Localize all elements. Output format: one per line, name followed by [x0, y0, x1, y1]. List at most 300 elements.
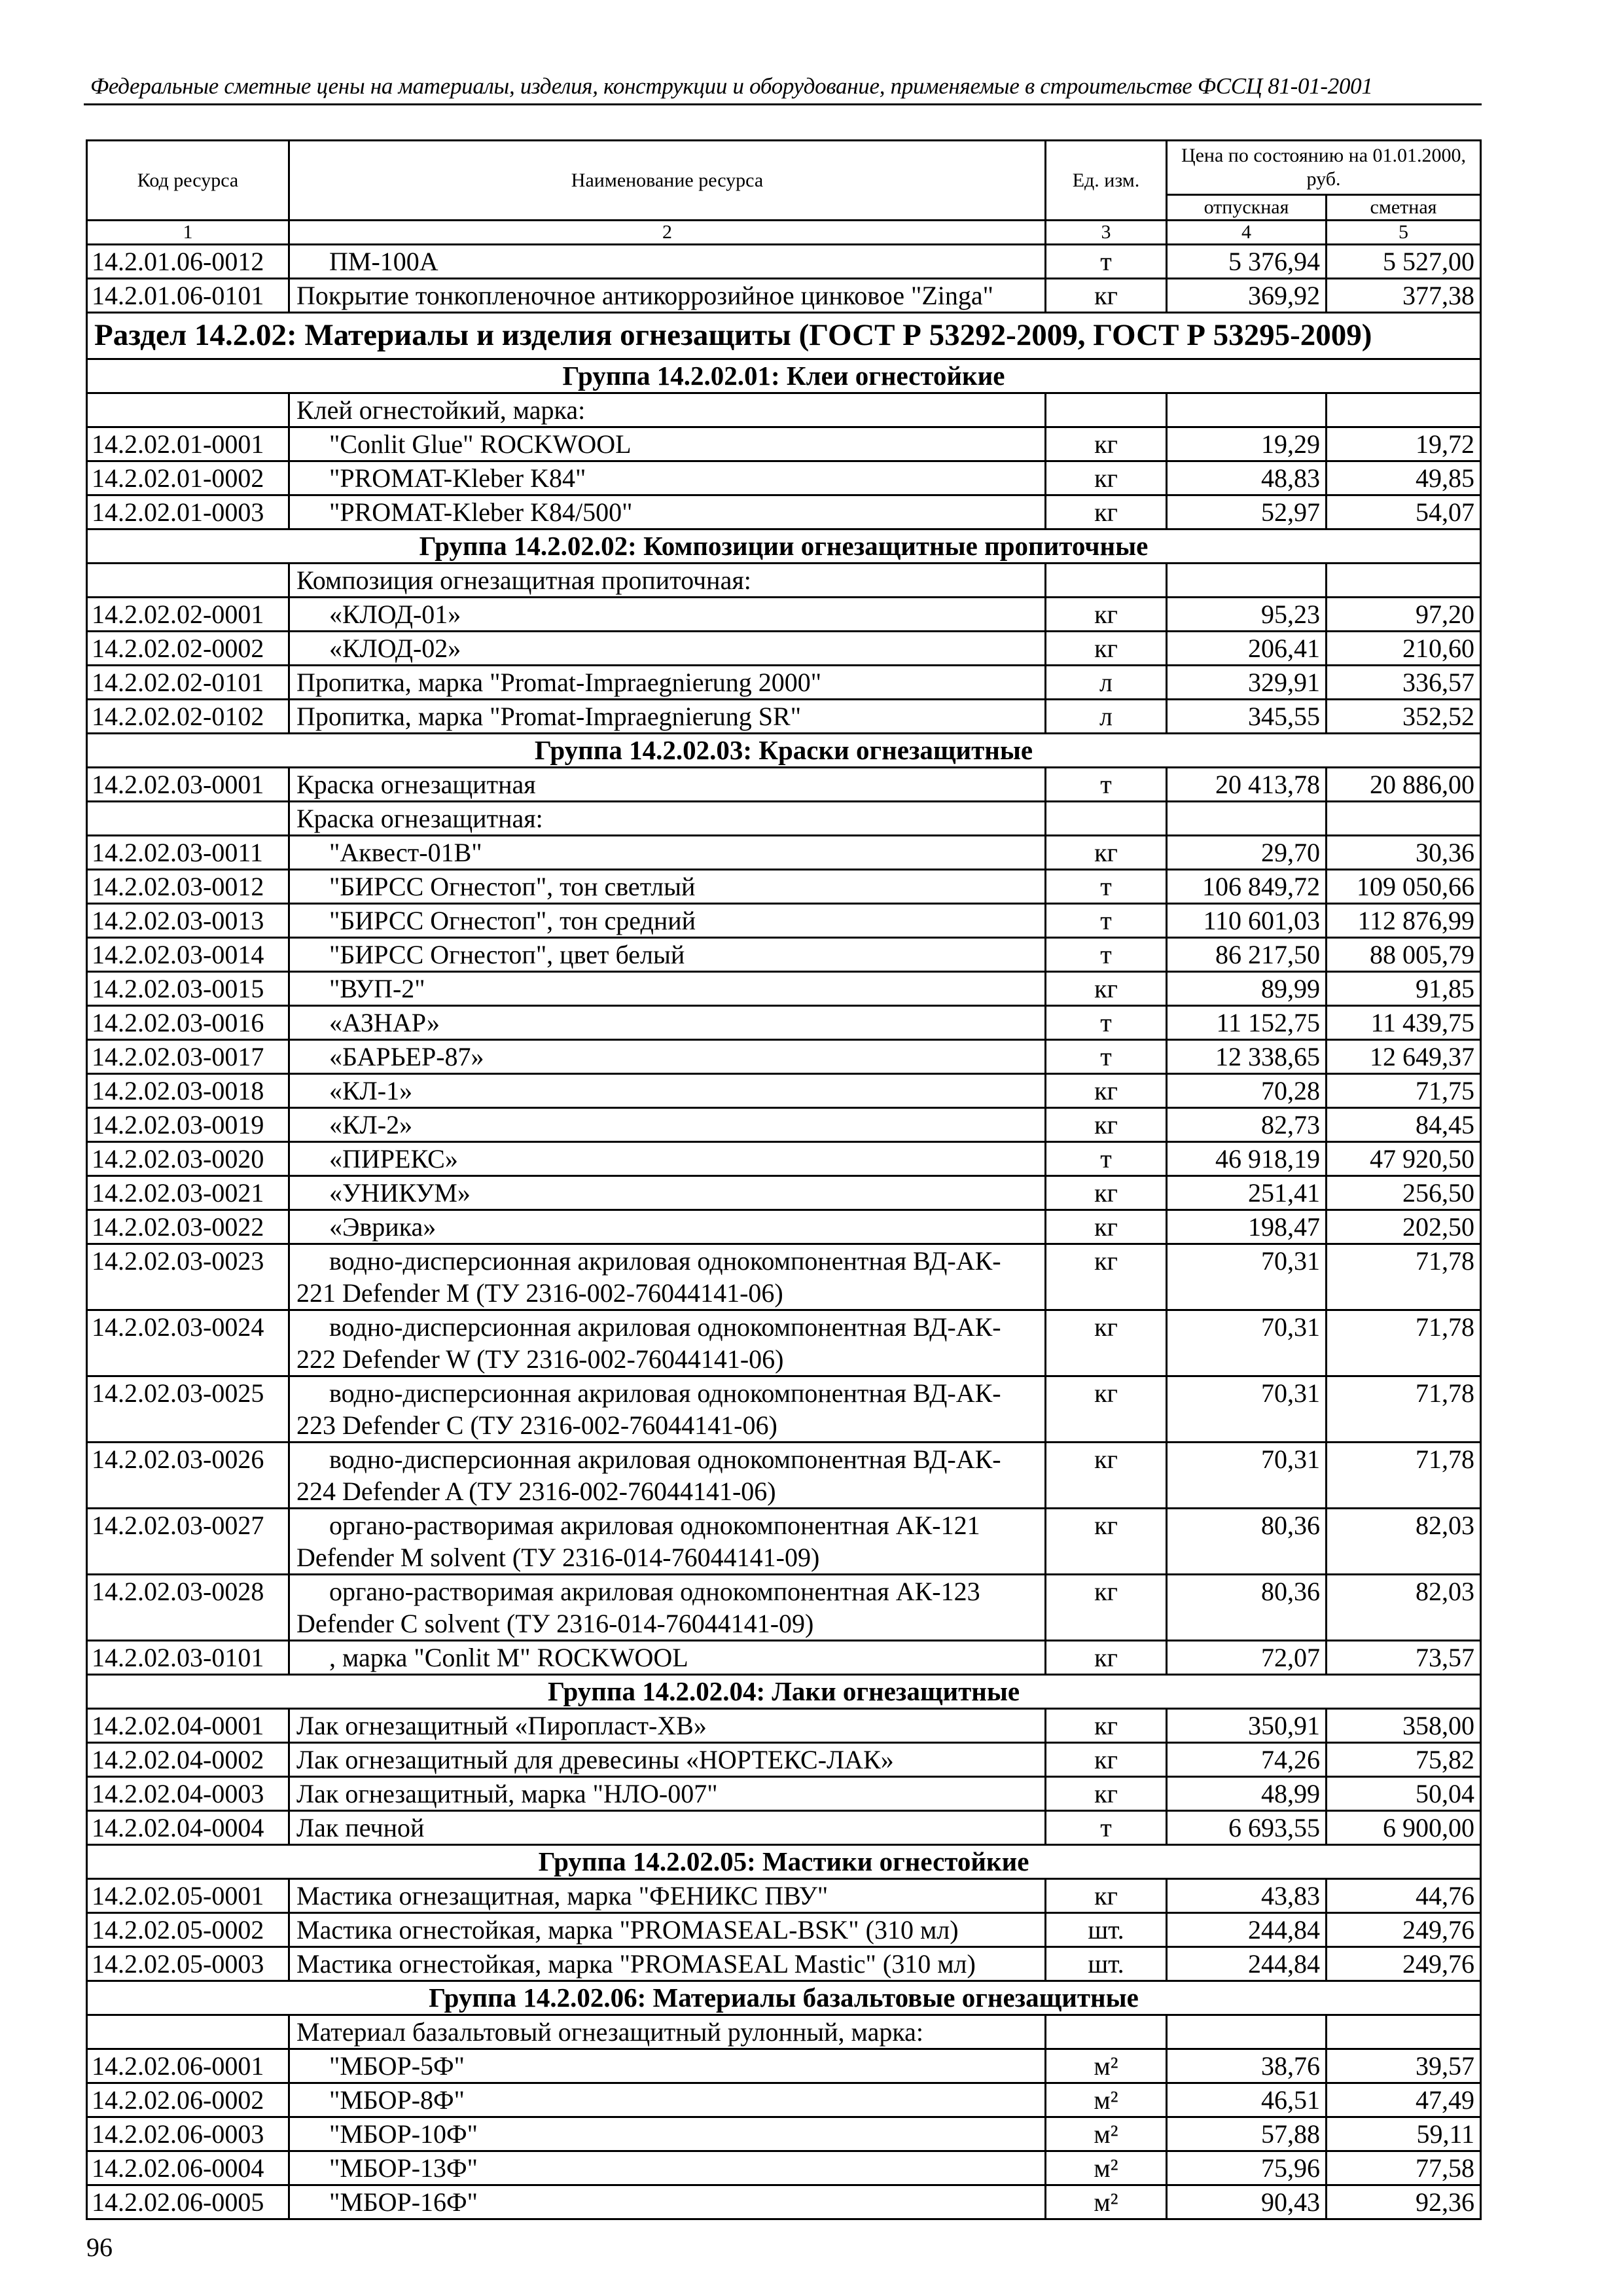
- unit: т: [1046, 1006, 1167, 1040]
- resource-code: 14.2.02.06-0002: [87, 2083, 289, 2117]
- table-row: [87, 1743, 1481, 1777]
- unit: м²: [1046, 2083, 1167, 2117]
- header-rule: [84, 103, 1482, 105]
- price-release: 350,91: [1167, 1709, 1327, 1743]
- unit: кг: [1046, 1777, 1167, 1811]
- resource-name: «КЛОД-02»: [289, 632, 1046, 666]
- table-row: [87, 836, 1481, 870]
- resource-code: 14.2.02.02-0002: [87, 632, 289, 666]
- unit: шт.: [1046, 1947, 1167, 1981]
- unit: кг: [1046, 1108, 1167, 1142]
- resource-name: органо-растворимая акриловая однокомпонентная АК-123 Defender C solvent (ТУ 2316-014-76044141-09): [289, 1575, 1046, 1641]
- price-estimate: 30,36: [1327, 836, 1481, 870]
- resource-name: водно-дисперсионная акриловая однокомпонентная ВД-АК- 221 Defender M (ТУ 2316-002-76044141-06): [289, 1244, 1046, 1310]
- section-row: [87, 313, 1481, 359]
- resource-code: 14.2.02.06-0003: [87, 2117, 289, 2151]
- price-cell: [1167, 564, 1327, 598]
- table-row: [87, 427, 1481, 461]
- price-estimate: 5 527,00: [1327, 245, 1481, 279]
- resource-name: органо-растворимая акриловая однокомпонентная АК-121 Defender M solvent (ТУ 2316-014-76044141-09): [289, 1509, 1046, 1575]
- price-release: 369,92: [1167, 279, 1327, 313]
- price-estimate: 20 886,00: [1327, 768, 1481, 802]
- unit: л: [1046, 666, 1167, 700]
- table-row: [87, 938, 1481, 972]
- header-price-group: Цена по состоянию на 01.01.2000, руб.: [1167, 141, 1481, 195]
- table-row: [87, 666, 1481, 700]
- price-release: 251,41: [1167, 1176, 1327, 1210]
- table-row: [87, 2083, 1481, 2117]
- resource-code: 14.2.02.06-0001: [87, 2049, 289, 2083]
- price-release: 329,91: [1167, 666, 1327, 700]
- resource-name: водно-дисперсионная акриловая однокомпонентная ВД-АК- 224 Defender A (ТУ 2316-002-76044141-06): [289, 1443, 1046, 1509]
- resource-name: "БИРСС Огнестоп", цвет белый: [289, 938, 1046, 972]
- resource-name: «ПИРЕКС»: [289, 1142, 1046, 1176]
- unit: т: [1046, 245, 1167, 279]
- price-release: 6 693,55: [1167, 1811, 1327, 1845]
- price-estimate: 352,52: [1327, 700, 1481, 734]
- resource-code: 14.2.02.02-0001: [87, 598, 289, 632]
- price-estimate: 336,57: [1327, 666, 1481, 700]
- price-estimate: 71,78: [1327, 1244, 1481, 1310]
- subheading-text: Клей огнестойкий, марка:: [289, 393, 1046, 427]
- unit: кг: [1046, 1210, 1167, 1244]
- group-title: Группа 14.2.02.01: Клеи огнестойкие: [87, 359, 1481, 393]
- price-release: 206,41: [1167, 632, 1327, 666]
- unit: кг: [1046, 1641, 1167, 1675]
- table-row: [87, 870, 1481, 904]
- unit: кг: [1046, 598, 1167, 632]
- resource-code: 14.2.02.03-0012: [87, 870, 289, 904]
- resource-name: "МБОР-5Ф": [289, 2049, 1046, 2083]
- resource-name: "PROMAT-Kleber K84": [289, 461, 1046, 495]
- header-price-estimate: сметная: [1327, 195, 1481, 221]
- price-estimate: 39,57: [1327, 2049, 1481, 2083]
- resource-name: Лак печной: [289, 1811, 1046, 1845]
- unit: т: [1046, 904, 1167, 938]
- price-estimate: 59,11: [1327, 2117, 1481, 2151]
- table-row: [87, 1006, 1481, 1040]
- table-header: [87, 141, 1481, 245]
- resource-code: 14.2.02.05-0001: [87, 1879, 289, 1913]
- table-row: [87, 700, 1481, 734]
- table-row: [87, 1074, 1481, 1108]
- code-cell: [87, 802, 289, 836]
- resource-code: 14.2.02.06-0004: [87, 2151, 289, 2185]
- unit-cell: [1046, 2015, 1167, 2049]
- table-row: [87, 1709, 1481, 1743]
- unit: т: [1046, 1811, 1167, 1845]
- price-release: 244,84: [1167, 1947, 1327, 1981]
- price-release: 86 217,50: [1167, 938, 1327, 972]
- code-cell: [87, 2015, 289, 2049]
- price-release: 20 413,78: [1167, 768, 1327, 802]
- price-estimate: 202,50: [1327, 1210, 1481, 1244]
- resource-name: Мастика огнезащитная, марка "ФЕНИКС ПВУ": [289, 1879, 1046, 1913]
- unit: кг: [1046, 1074, 1167, 1108]
- price-estimate: 82,03: [1327, 1575, 1481, 1641]
- price-release: 57,88: [1167, 2117, 1327, 2151]
- unit: кг: [1046, 1244, 1167, 1310]
- price-estimate: 97,20: [1327, 598, 1481, 632]
- resource-name: ПМ-100А: [289, 245, 1046, 279]
- resource-name: "МБОР-13Ф": [289, 2151, 1046, 2185]
- unit: кг: [1046, 1509, 1167, 1575]
- unit: л: [1046, 700, 1167, 734]
- subheading-row: [87, 564, 1481, 598]
- price-estimate: 71,75: [1327, 1074, 1481, 1108]
- table-row: [87, 1509, 1481, 1575]
- resource-name: "МБОР-10Ф": [289, 2117, 1046, 2151]
- resource-code: 14.2.02.03-0018: [87, 1074, 289, 1108]
- price-estimate: 91,85: [1327, 972, 1481, 1006]
- price-release: 70,31: [1167, 1244, 1327, 1310]
- table-row: [87, 1142, 1481, 1176]
- price-estimate: 47,49: [1327, 2083, 1481, 2117]
- subheading-text: Композиция огнезащитная пропиточная:: [289, 564, 1046, 598]
- resource-code: 14.2.02.03-0001: [87, 768, 289, 802]
- resource-code: 14.2.02.04-0002: [87, 1743, 289, 1777]
- resource-name: Мастика огнестойкая, марка "PROMASEAL-BSK" (310 мл): [289, 1913, 1046, 1947]
- price-estimate: 11 439,75: [1327, 1006, 1481, 1040]
- unit: кг: [1046, 1310, 1167, 1376]
- unit: кг: [1046, 836, 1167, 870]
- table-row: [87, 245, 1481, 279]
- table-row: [87, 768, 1481, 802]
- price-release: 75,96: [1167, 2151, 1327, 2185]
- resource-code: 14.2.02.03-0021: [87, 1176, 289, 1210]
- unit: т: [1046, 870, 1167, 904]
- price-release: 198,47: [1167, 1210, 1327, 1244]
- unit: кг: [1046, 461, 1167, 495]
- resource-name: "Аквест-01В": [289, 836, 1046, 870]
- price-estimate: 77,58: [1327, 2151, 1481, 2185]
- resource-code: 14.2.02.02-0101: [87, 666, 289, 700]
- col-number: 2: [289, 221, 1046, 245]
- price-release: 82,73: [1167, 1108, 1327, 1142]
- price-release: 46,51: [1167, 2083, 1327, 2117]
- price-release: 72,07: [1167, 1641, 1327, 1675]
- price-release: 89,99: [1167, 972, 1327, 1006]
- price-release: 80,36: [1167, 1575, 1327, 1641]
- resource-code: 14.2.02.03-0027: [87, 1509, 289, 1575]
- unit-cell: [1046, 564, 1167, 598]
- resource-code: 14.2.02.03-0022: [87, 1210, 289, 1244]
- unit: кг: [1046, 1575, 1167, 1641]
- table-row: [87, 632, 1481, 666]
- subheading-text: Материал базальтовый огнезащитный рулонный, марка:: [289, 2015, 1046, 2049]
- group-title: Группа 14.2.02.03: Краски огнезащитные: [87, 734, 1481, 768]
- group-title: Группа 14.2.02.02: Композиции огнезащитные пропиточные: [87, 529, 1481, 564]
- resource-name: "МБОР-8Ф": [289, 2083, 1046, 2117]
- unit: м²: [1046, 2117, 1167, 2151]
- resource-code: 14.2.02.03-0020: [87, 1142, 289, 1176]
- resource-name: Лак огнезащитный для древесины «НОРТЕКС-ЛАК»: [289, 1743, 1046, 1777]
- resource-name: Пропитка, марка "Promat-Impraegnierung 2000": [289, 666, 1046, 700]
- table-row: [87, 1641, 1481, 1675]
- resource-code: 14.2.02.03-0014: [87, 938, 289, 972]
- resource-name: водно-дисперсионная акриловая однокомпонентная ВД-АК- 223 Defender C (ТУ 2316-002-76044141-06): [289, 1376, 1046, 1443]
- resource-code: 14.2.02.05-0003: [87, 1947, 289, 1981]
- price-release: 70,31: [1167, 1376, 1327, 1443]
- header-unit: Ед. изм.: [1046, 141, 1167, 221]
- resource-name: Покрытие тонкопленочное антикоррозийное цинковое "Zinga": [289, 279, 1046, 313]
- unit: кг: [1046, 1743, 1167, 1777]
- unit: кг: [1046, 1443, 1167, 1509]
- price-release: 74,26: [1167, 1743, 1327, 1777]
- resource-name: Краска огнезащитная: [289, 768, 1046, 802]
- price-release: 106 849,72: [1167, 870, 1327, 904]
- group-row: [87, 529, 1481, 564]
- subheading-row: [87, 802, 1481, 836]
- resource-name: Пропитка, марка "Promat-Impraegnierung SR": [289, 700, 1046, 734]
- table-row: [87, 1811, 1481, 1845]
- unit: т: [1046, 938, 1167, 972]
- price-release: 110 601,03: [1167, 904, 1327, 938]
- table-row: [87, 1040, 1481, 1074]
- group-row: [87, 1675, 1481, 1709]
- price-release: 80,36: [1167, 1509, 1327, 1575]
- price-estimate: 44,76: [1327, 1879, 1481, 1913]
- group-title: Группа 14.2.02.06: Материалы базальтовые огнезащитные: [87, 1981, 1481, 2015]
- price-release: 70,31: [1167, 1310, 1327, 1376]
- price-estimate: 109 050,66: [1327, 870, 1481, 904]
- header-code: Код ресурса: [87, 141, 289, 221]
- col-number: 5: [1327, 221, 1481, 245]
- resource-code: 14.2.02.05-0002: [87, 1913, 289, 1947]
- price-estimate: 84,45: [1327, 1108, 1481, 1142]
- unit: м²: [1046, 2049, 1167, 2083]
- price-estimate: 49,85: [1327, 461, 1481, 495]
- resource-code: 14.2.02.04-0004: [87, 1811, 289, 1845]
- table-row: [87, 461, 1481, 495]
- table-row: [87, 2151, 1481, 2185]
- unit: кг: [1046, 1376, 1167, 1443]
- table-row: [87, 1210, 1481, 1244]
- price-estimate: 112 876,99: [1327, 904, 1481, 938]
- subheading-row: [87, 2015, 1481, 2049]
- col-number: 3: [1046, 221, 1167, 245]
- price-release: 11 152,75: [1167, 1006, 1327, 1040]
- resource-name: «КЛ-1»: [289, 1074, 1046, 1108]
- price-estimate: 12 649,37: [1327, 1040, 1481, 1074]
- price-release: 52,97: [1167, 495, 1327, 529]
- price-release: 43,83: [1167, 1879, 1327, 1913]
- group-row: [87, 734, 1481, 768]
- resource-code: 14.2.01.06-0012: [87, 245, 289, 279]
- resource-code: 14.2.02.03-0019: [87, 1108, 289, 1142]
- table-row: [87, 1176, 1481, 1210]
- subheading-text: Краска огнезащитная:: [289, 802, 1046, 836]
- group-row: [87, 1981, 1481, 2015]
- price-table: [86, 139, 1482, 2220]
- code-cell: [87, 393, 289, 427]
- table-row: [87, 1913, 1481, 1947]
- unit: шт.: [1046, 1913, 1167, 1947]
- unit: кг: [1046, 1176, 1167, 1210]
- table-body: [87, 245, 1481, 2219]
- price-cell: [1167, 2015, 1327, 2049]
- unit: кг: [1046, 1709, 1167, 1743]
- table-row: [87, 495, 1481, 529]
- price-estimate: 71,78: [1327, 1376, 1481, 1443]
- resource-code: 14.2.02.03-0016: [87, 1006, 289, 1040]
- price-estimate: 256,50: [1327, 1176, 1481, 1210]
- resource-name: "PROMAT-Kleber K84/500": [289, 495, 1046, 529]
- resource-code: 14.2.02.03-0028: [87, 1575, 289, 1641]
- table-row: [87, 1879, 1481, 1913]
- resource-name: "БИРСС Огнестоп", тон средний: [289, 904, 1046, 938]
- price-cell: [1327, 564, 1481, 598]
- price-release: 19,29: [1167, 427, 1327, 461]
- resource-name: Мастика огнестойкая, марка "PROMASEAL Mastic" (310 мл): [289, 1947, 1046, 1981]
- resource-code: 14.2.02.03-0023: [87, 1244, 289, 1310]
- unit: кг: [1046, 427, 1167, 461]
- resource-code: 14.2.02.03-0013: [87, 904, 289, 938]
- unit: кг: [1046, 495, 1167, 529]
- resource-code: 14.2.01.06-0101: [87, 279, 289, 313]
- resource-name: Лак огнезащитный «Пиропласт-ХВ»: [289, 1709, 1046, 1743]
- price-estimate: 54,07: [1327, 495, 1481, 529]
- table-row: [87, 1310, 1481, 1376]
- unit-cell: [1046, 802, 1167, 836]
- resource-code: 14.2.02.03-0025: [87, 1376, 289, 1443]
- unit: кг: [1046, 1879, 1167, 1913]
- section-title: Раздел 14.2.02: Материалы и изделия огнезащиты (ГОСТ Р 53292-2009, ГОСТ Р 53295-2009): [87, 313, 1481, 359]
- table-row: [87, 1777, 1481, 1811]
- resource-name: Лак огнезащитный, марка "НЛО-007": [289, 1777, 1046, 1811]
- table-row: [87, 2117, 1481, 2151]
- resource-code: 14.2.02.03-0017: [87, 1040, 289, 1074]
- header-name: Наименование ресурса: [289, 141, 1046, 221]
- unit-cell: [1046, 393, 1167, 427]
- price-release: 48,99: [1167, 1777, 1327, 1811]
- price-release: 90,43: [1167, 2185, 1327, 2219]
- price-cell: [1327, 802, 1481, 836]
- table-row: [87, 2185, 1481, 2219]
- resource-code: 14.2.02.03-0101: [87, 1641, 289, 1675]
- resource-name: водно-дисперсионная акриловая однокомпонентная ВД-АК- 222 Defender W (ТУ 2316-002-76044141-06): [289, 1310, 1046, 1376]
- price-release: 48,83: [1167, 461, 1327, 495]
- price-estimate: 6 900,00: [1327, 1811, 1481, 1845]
- price-estimate: 249,76: [1327, 1913, 1481, 1947]
- price-release: 29,70: [1167, 836, 1327, 870]
- running-head: Федеральные сметные цены на материалы, изделия, конструкции и оборудование, применяемые в строительстве ФССЦ 81-01-2001: [90, 73, 1373, 99]
- price-release: 46 918,19: [1167, 1142, 1327, 1176]
- price-estimate: 19,72: [1327, 427, 1481, 461]
- table-row: [87, 2049, 1481, 2083]
- resource-name: «УНИКУМ»: [289, 1176, 1046, 1210]
- table-row: [87, 972, 1481, 1006]
- price-estimate: 50,04: [1327, 1777, 1481, 1811]
- resource-name: «БАРЬЕР-87»: [289, 1040, 1046, 1074]
- price-cell: [1167, 802, 1327, 836]
- resource-code: 14.2.02.01-0001: [87, 427, 289, 461]
- table-row: [87, 1376, 1481, 1443]
- price-estimate: 92,36: [1327, 2185, 1481, 2219]
- resource-code: 14.2.02.04-0001: [87, 1709, 289, 1743]
- header-price-release: отпускная: [1167, 195, 1327, 221]
- table-row: [87, 904, 1481, 938]
- unit: м²: [1046, 2185, 1167, 2219]
- price-cell: [1167, 393, 1327, 427]
- table-row: [87, 279, 1481, 313]
- group-row: [87, 359, 1481, 393]
- unit: кг: [1046, 972, 1167, 1006]
- resource-name: "БИРСС Огнестоп", тон светлый: [289, 870, 1046, 904]
- unit: м²: [1046, 2151, 1167, 2185]
- unit: кг: [1046, 279, 1167, 313]
- price-release: 244,84: [1167, 1913, 1327, 1947]
- resource-name: «КЛ-2»: [289, 1108, 1046, 1142]
- group-title: Группа 14.2.02.04: Лаки огнезащитные: [87, 1675, 1481, 1709]
- price-release: 38,76: [1167, 2049, 1327, 2083]
- resource-code: 14.2.02.04-0003: [87, 1777, 289, 1811]
- price-release: 345,55: [1167, 700, 1327, 734]
- price-release: 12 338,65: [1167, 1040, 1327, 1074]
- table-row: [87, 1108, 1481, 1142]
- table-row: [87, 1947, 1481, 1981]
- table-row: [87, 1575, 1481, 1641]
- price-release: 95,23: [1167, 598, 1327, 632]
- unit: т: [1046, 1040, 1167, 1074]
- price-estimate: 71,78: [1327, 1310, 1481, 1376]
- price-release: 5 376,94: [1167, 245, 1327, 279]
- resource-code: 14.2.02.01-0003: [87, 495, 289, 529]
- resource-code: 14.2.02.03-0026: [87, 1443, 289, 1509]
- resource-code: 14.2.02.01-0002: [87, 461, 289, 495]
- price-cell: [1327, 2015, 1481, 2049]
- resource-code: 14.2.02.03-0015: [87, 972, 289, 1006]
- col-number: 4: [1167, 221, 1327, 245]
- price-cell: [1327, 393, 1481, 427]
- resource-name: «АЗНАР»: [289, 1006, 1046, 1040]
- table-row: [87, 1244, 1481, 1310]
- col-number: 1: [87, 221, 289, 245]
- page-number: 96: [86, 2233, 113, 2262]
- price-estimate: 377,38: [1327, 279, 1481, 313]
- unit: т: [1046, 1142, 1167, 1176]
- resource-code: 14.2.02.06-0005: [87, 2185, 289, 2219]
- resource-code: 14.2.02.03-0011: [87, 836, 289, 870]
- price-estimate: 210,60: [1327, 632, 1481, 666]
- price-estimate: 73,57: [1327, 1641, 1481, 1675]
- price-estimate: 358,00: [1327, 1709, 1481, 1743]
- resource-code: 14.2.02.03-0024: [87, 1310, 289, 1376]
- price-estimate: 71,78: [1327, 1443, 1481, 1509]
- group-row: [87, 1845, 1481, 1879]
- unit: кг: [1046, 632, 1167, 666]
- resource-code: 14.2.02.02-0102: [87, 700, 289, 734]
- resource-name: «КЛОД-01»: [289, 598, 1046, 632]
- resource-name: «Эврика»: [289, 1210, 1046, 1244]
- price-estimate: 47 920,50: [1327, 1142, 1481, 1176]
- table-row: [87, 598, 1481, 632]
- unit: т: [1046, 768, 1167, 802]
- group-title: Группа 14.2.02.05: Мастики огнестойкие: [87, 1845, 1481, 1879]
- price-release: 70,31: [1167, 1443, 1327, 1509]
- price-release: 70,28: [1167, 1074, 1327, 1108]
- price-estimate: 88 005,79: [1327, 938, 1481, 972]
- resource-name: "Conlit Glue" ROCKWOOL: [289, 427, 1046, 461]
- table-row: [87, 1443, 1481, 1509]
- resource-name: "МБОР-16Ф": [289, 2185, 1046, 2219]
- code-cell: [87, 564, 289, 598]
- price-estimate: 75,82: [1327, 1743, 1481, 1777]
- resource-name: , марка "Conlit M" ROCKWOOL: [289, 1641, 1046, 1675]
- subheading-row: [87, 393, 1481, 427]
- resource-name: "ВУП-2": [289, 972, 1046, 1006]
- price-estimate: 249,76: [1327, 1947, 1481, 1981]
